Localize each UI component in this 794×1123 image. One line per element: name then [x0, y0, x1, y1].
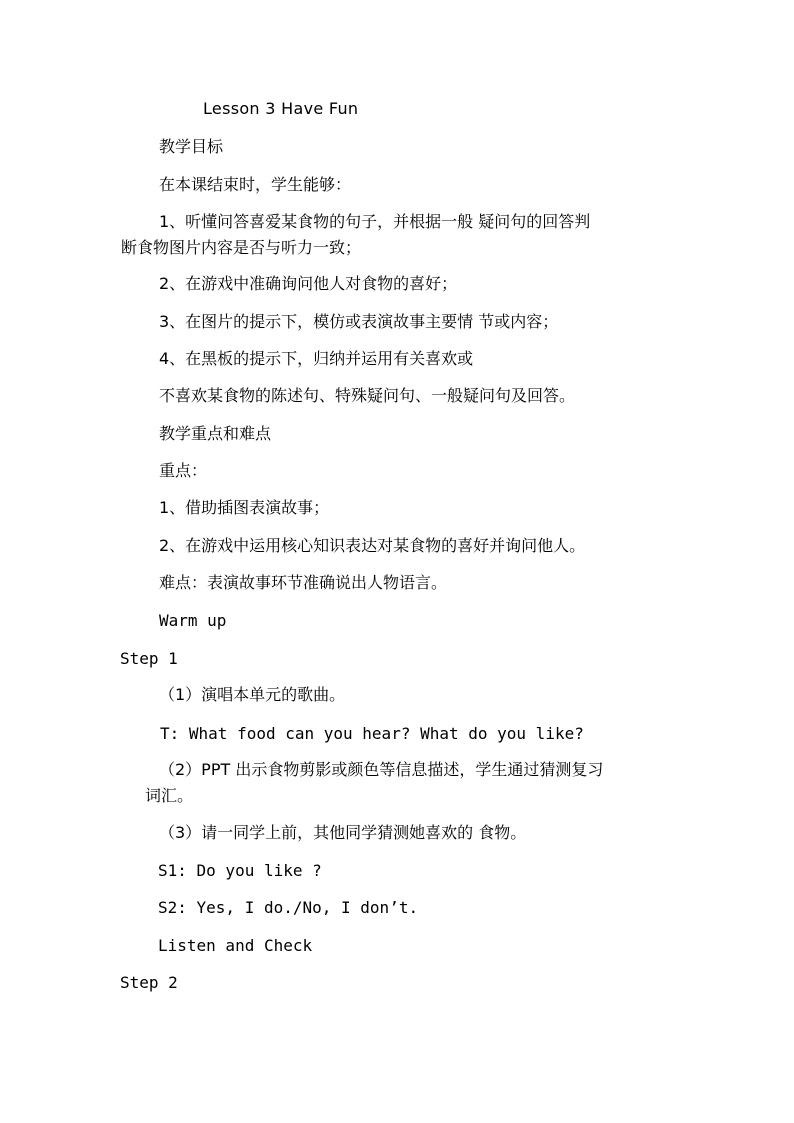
- objectives-intro: 在本课结束时，学生能够：: [159, 175, 352, 194]
- step-1-item-2-line-1: （2）PPT 出示食物剪影或颜色等信息描述，学生通过猜测复习: [159, 760, 604, 779]
- warm-up-heading: Warm up: [159, 611, 227, 630]
- listen-and-check-heading: Listen and Check: [158, 936, 313, 955]
- objective-1-line-1: 1、听懂问答喜爱某食物的句子，并根据一般 疑问句的回答判: [159, 212, 591, 231]
- student-2-line: S2: Yes, I do./No, I don’t.: [158, 898, 419, 917]
- step-1-item-2-line-2: 词汇。: [145, 786, 194, 805]
- objectives-heading: 教学目标: [159, 137, 224, 156]
- key-point-label: 重点：: [159, 461, 208, 480]
- key-point-1: 1、借助插图表演故事；: [159, 498, 330, 517]
- objective-2: 2、在游戏中准确询问他人对食物的喜好；: [159, 274, 458, 293]
- step-1-heading: Step 1: [120, 649, 178, 668]
- objective-3: 3、在图片的提示下，模仿或表演故事主要情 节或内容；: [159, 312, 559, 331]
- objective-4-line-2: 不喜欢某食物的陈述句、特殊疑问句、一般疑问句及回答。: [159, 386, 576, 405]
- difficulty-line: 难点：表演故事环节准确说出人物语言。: [159, 573, 448, 592]
- key-points-heading: 教学重点和难点: [159, 424, 272, 443]
- lesson-title: Lesson 3 Have Fun: [203, 99, 359, 118]
- step-2-heading: Step 2: [120, 973, 178, 992]
- step-1-item-3: （3）请一同学上前，其他同学猜测她喜欢的 食物。: [159, 823, 527, 842]
- teacher-line: T: What food can you hear? What do you like?: [160, 724, 584, 743]
- step-1-item-1: （1）演唱本单元的歌曲。: [159, 685, 346, 704]
- key-point-2: 2、在游戏中运用核心知识表达对某食物的喜好并询问他人。: [159, 536, 586, 555]
- objective-4-line-1: 4、在黑板的提示下，归纳并运用有关喜欢或: [159, 349, 474, 368]
- student-1-line: S1: Do you like ?: [158, 861, 322, 880]
- objective-1-line-2: 断食物图片内容是否与听力一致；: [121, 238, 362, 257]
